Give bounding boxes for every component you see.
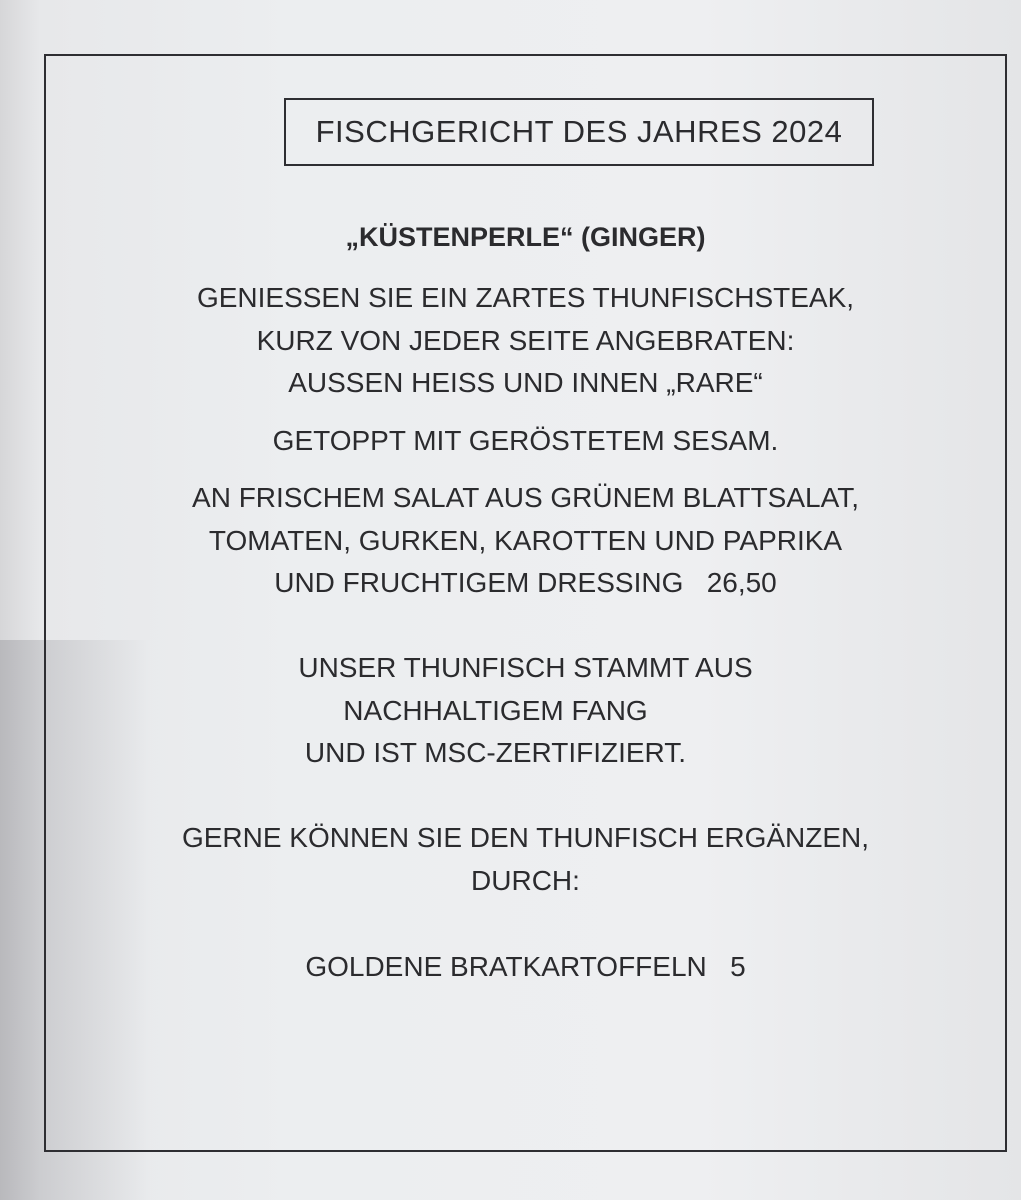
description-line-4: GETOPPT MIT GERÖSTETEM SESAM. — [272, 425, 779, 456]
description-line-5: AN FRISCHEM SALAT AUS GRÜNEM BLATTSALAT, — [192, 482, 859, 513]
description-line-1: GENIESSEN SIE EIN ZARTES THUNFISCHSTEAK, — [196, 282, 855, 313]
dish-name: „KÜSTENPERLE“ (GINGER) — [345, 222, 706, 252]
menu-title-text: FISCHGERICHT DES JAHRES 2024 — [315, 114, 843, 149]
price-line: UND FRUCHTIGEM DRESSING 26,50 — [274, 567, 777, 598]
menu-title — [284, 98, 874, 166]
sustainability-line-2: NACHHALTIGEM FANG — [343, 695, 648, 726]
addon-item: GOLDENE BRATKARTOFFELN 5 — [305, 951, 746, 982]
addon-intro-line-2: DURCH: — [471, 865, 580, 896]
sustainability-line-1: UNSER THUNFISCH STAMMT AUS — [298, 652, 753, 683]
addon-intro-line-1: GERNE KÖNNEN SIE DEN THUNFISCH ERGÄNZEN, — [181, 822, 870, 853]
description-line-2: KURZ VON JEDER SEITE ANGEBRATEN: — [256, 325, 795, 356]
description-line-6: TOMATEN, GURKEN, KAROTTEN UND PAPRIKA — [208, 525, 843, 556]
description-line-3: AUSSEN HEISS UND INNEN „RARE“ — [288, 367, 763, 398]
sustainability-line-3: UND IST MSC-ZERTIFIZIERT. — [304, 737, 687, 768]
